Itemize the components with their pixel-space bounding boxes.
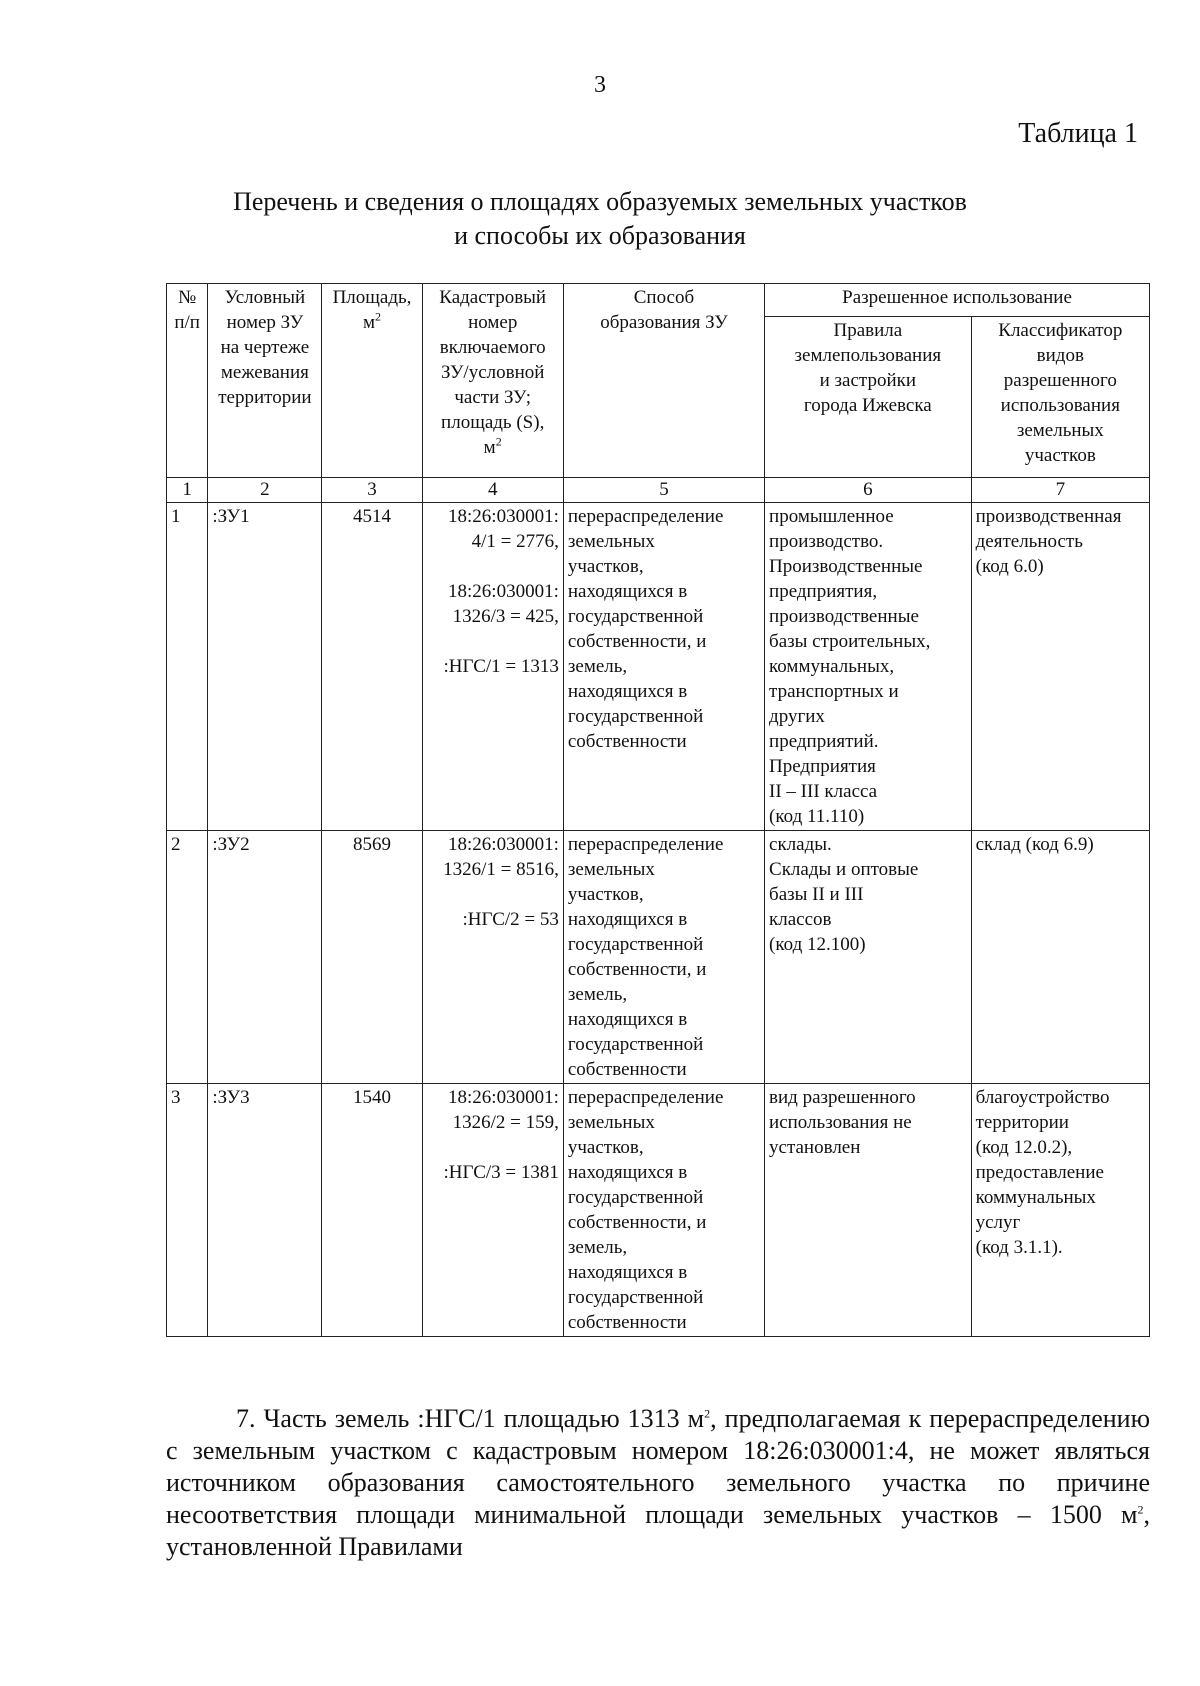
superscript-2: 2	[704, 1406, 711, 1421]
column-number: 4	[422, 478, 563, 503]
title-line-1: Перечень и сведения о площадях образуемых земельных участков	[233, 187, 967, 216]
row-num: 1	[167, 503, 208, 831]
row-method: перераспределение земельных участков, находящихся в государственной собственности, и земель, находящихся в государственной собственности	[563, 831, 764, 1084]
row-zu: :ЗУ1	[208, 503, 322, 831]
row-classifier: склад (код 6.9)	[971, 831, 1149, 1084]
paragraph-part-2: , предполагаемая к перераспределению с земельным участком с кадастровым номером 18:26:030001:4, не может являться источником образования самостоятельного земельного участка по причине несоответствия площади минимальной площади земельных участков – 1500 м	[166, 1404, 1151, 1529]
column-number: 3	[322, 478, 422, 503]
row-cadastral: 18:26:030001: 4/1 = 2776, 18:26:030001: 1326/3 = 425, :НГС/1 = 1313	[422, 503, 563, 831]
column-number: 7	[971, 478, 1149, 503]
row-method: перераспределение земельных участков, находящихся в государственной собственности, и земель, находящихся в государственной собственности	[563, 1084, 764, 1337]
row-classifier: благоустройство территории (код 12.0.2), предоставление коммунальных услуг (код 3.1.1).	[971, 1084, 1149, 1337]
row-classifier: производственная деятельность (код 6.0)	[971, 503, 1149, 831]
row-num: 3	[167, 1084, 208, 1337]
header-cadastral-sup: 2	[495, 434, 502, 449]
header-classifier: Классификатор видов разрешенного использования земельных участков	[971, 317, 1149, 478]
row-area: 1540	[322, 1084, 422, 1337]
row-cadastral: 18:26:030001: 1326/1 = 8516, :НГС/2 = 53	[422, 831, 563, 1084]
row-zu: :ЗУ2	[208, 831, 322, 1084]
row-area: 4514	[322, 503, 422, 831]
paragraph-part-1: 7. Часть земель :НГС/1 площадью 1313 м	[236, 1404, 705, 1433]
row-rules: вид разрешенного использования не установлен	[765, 1084, 972, 1337]
page-number: 3	[594, 72, 606, 98]
header-area-label: Площадь,	[332, 287, 412, 308]
header-area-sup: 2	[375, 309, 382, 324]
column-number: 1	[167, 478, 208, 503]
header-cadastral-unit: м	[483, 437, 496, 458]
table-row	[167, 1084, 1150, 1337]
column-number: 2	[208, 478, 322, 503]
paragraph-part-3: , установленной Правилами	[166, 1500, 1150, 1561]
header-area-unit: м	[362, 312, 376, 333]
title-line-2: и способы их образования	[454, 221, 746, 250]
row-cadastral: 18:26:030001: 1326/2 = 159, :НГС/3 = 1381	[422, 1084, 563, 1337]
land-plots-table	[166, 283, 1150, 1337]
table-row	[167, 831, 1150, 1084]
row-num: 2	[167, 831, 208, 1084]
column-number: 6	[765, 478, 972, 503]
row-rules: промышленное производство. Производственные предприятия, производственные базы строительных, коммунальных, транспортных и других предприятий. Предприятия II – III класса (код 11.110)	[765, 503, 972, 831]
header-method: Способ образования ЗУ	[563, 284, 764, 478]
superscript-2: 2	[1137, 1502, 1144, 1517]
row-area: 8569	[322, 831, 422, 1084]
column-number: 5	[563, 478, 764, 503]
row-method: перераспределение земельных участков, находящихся в государственной собственности, и земель, находящихся в государственной собственности	[563, 503, 764, 831]
header-area	[322, 284, 422, 478]
document-title	[0, 185, 1200, 253]
paragraph-text	[166, 1403, 1150, 1563]
table-row	[167, 503, 1150, 831]
header-num: № п/п	[167, 284, 208, 478]
header-cadastral-label: Кадастровый номер включаемого ЗУ/условной части ЗУ; площадь (S),	[439, 287, 547, 433]
row-zu: :ЗУ3	[208, 1084, 322, 1337]
header-row-1	[167, 284, 1150, 317]
header-zu: Условный номер ЗУ на чертеже межевания территории	[208, 284, 322, 478]
body-paragraph	[166, 1403, 1150, 1563]
table-label: Таблица 1	[1018, 118, 1138, 149]
header-usage-group: Разрешенное использование	[765, 284, 1150, 317]
header-cadastral	[422, 284, 563, 478]
row-rules: склады. Склады и оптовые базы II и III классов (код 12.100)	[765, 831, 972, 1084]
column-numbers-row	[167, 478, 1150, 503]
header-rules: Правила землепользования и застройки города Ижевска	[765, 317, 972, 478]
